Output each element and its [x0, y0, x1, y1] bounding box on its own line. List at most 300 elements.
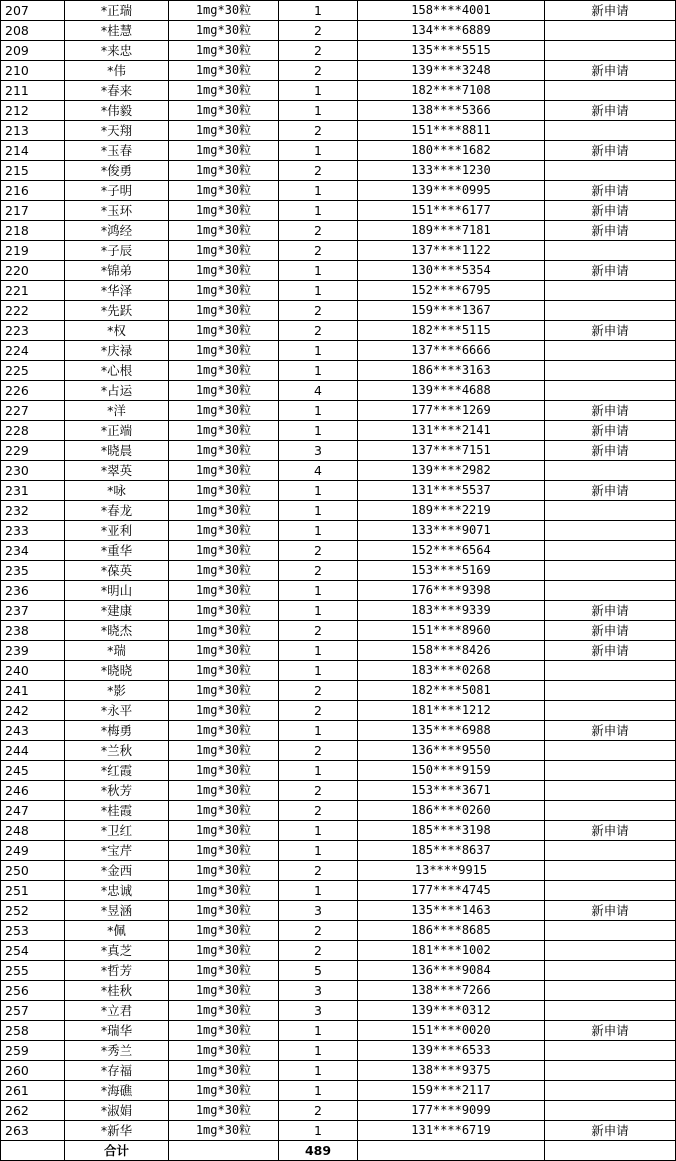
patient-name: *红霞 — [65, 761, 169, 781]
drug-spec: 1mg*30粒 — [169, 381, 279, 401]
application-note — [545, 681, 676, 701]
quantity: 1 — [279, 601, 358, 621]
application-note — [545, 81, 676, 101]
drug-spec: 1mg*30粒 — [169, 961, 279, 981]
phone-number: 186****8685 — [358, 921, 545, 941]
quantity: 2 — [279, 241, 358, 261]
table-row — [1, 321, 676, 341]
quantity: 3 — [279, 981, 358, 1001]
drug-spec: 1mg*30粒 — [169, 361, 279, 381]
table-row — [1, 1021, 676, 1041]
row-number: 237 — [1, 601, 65, 621]
quantity: 2 — [279, 801, 358, 821]
row-number: 214 — [1, 141, 65, 161]
application-note: 新申请 — [545, 1021, 676, 1041]
quantity: 2 — [279, 221, 358, 241]
table-row — [1, 541, 676, 561]
application-note: 新申请 — [545, 221, 676, 241]
drug-spec: 1mg*30粒 — [169, 201, 279, 221]
patient-name: *正端 — [65, 421, 169, 441]
application-note: 新申请 — [545, 601, 676, 621]
phone-number: 183****9339 — [358, 601, 545, 621]
table-row — [1, 461, 676, 481]
table-row — [1, 161, 676, 181]
application-note — [545, 341, 676, 361]
table-row — [1, 261, 676, 281]
phone-number: 182****5115 — [358, 321, 545, 341]
application-note — [545, 501, 676, 521]
phone-number: 177****4745 — [358, 881, 545, 901]
application-note: 新申请 — [545, 1121, 676, 1141]
row-number: 218 — [1, 221, 65, 241]
patient-name: *翠英 — [65, 461, 169, 481]
phone-number: 139****0312 — [358, 1001, 545, 1021]
row-number: 252 — [1, 901, 65, 921]
phone-number: 152****6795 — [358, 281, 545, 301]
drug-spec: 1mg*30粒 — [169, 541, 279, 561]
table-row — [1, 1, 676, 21]
phone-number: 185****3198 — [358, 821, 545, 841]
row-number: 261 — [1, 1081, 65, 1101]
table-row — [1, 441, 676, 461]
table-row — [1, 381, 676, 401]
quantity: 2 — [279, 1101, 358, 1121]
table-row — [1, 81, 676, 101]
drug-spec: 1mg*30粒 — [169, 641, 279, 661]
patient-name: *晓晓 — [65, 661, 169, 681]
table-row — [1, 1001, 676, 1021]
table-row — [1, 281, 676, 301]
patient-name: *伟毅 — [65, 101, 169, 121]
patient-name: *正瑞 — [65, 1, 169, 21]
quantity: 1 — [279, 81, 358, 101]
patient-name: *伟 — [65, 61, 169, 81]
quantity: 5 — [279, 961, 358, 981]
application-note — [545, 361, 676, 381]
drug-spec: 1mg*30粒 — [169, 661, 279, 681]
row-number: 213 — [1, 121, 65, 141]
phone-number: 180****1682 — [358, 141, 545, 161]
drug-spec: 1mg*30粒 — [169, 601, 279, 621]
phone-number: 133****9071 — [358, 521, 545, 541]
drug-spec: 1mg*30粒 — [169, 1101, 279, 1121]
phone-number: 177****1269 — [358, 401, 545, 421]
row-number: 225 — [1, 361, 65, 381]
phone-number: 189****2219 — [358, 501, 545, 521]
table-row — [1, 241, 676, 261]
application-note — [545, 541, 676, 561]
total-phone-cell — [358, 1141, 545, 1161]
patient-name: *晓晨 — [65, 441, 169, 461]
drug-spec: 1mg*30粒 — [169, 841, 279, 861]
patient-name: *忠诚 — [65, 881, 169, 901]
phone-number: 131****6719 — [358, 1121, 545, 1141]
drug-spec: 1mg*30粒 — [169, 441, 279, 461]
row-number: 219 — [1, 241, 65, 261]
row-number: 258 — [1, 1021, 65, 1041]
patient-name: *兰秋 — [65, 741, 169, 761]
application-note — [545, 561, 676, 581]
phone-number: 185****8637 — [358, 841, 545, 861]
quantity: 2 — [279, 781, 358, 801]
table-row — [1, 61, 676, 81]
drug-spec: 1mg*30粒 — [169, 881, 279, 901]
patient-name: *桂秋 — [65, 981, 169, 1001]
phone-number: 136****9550 — [358, 741, 545, 761]
phone-number: 153****5169 — [358, 561, 545, 581]
patient-name: *桂慧 — [65, 21, 169, 41]
patient-name: *海礁 — [65, 1081, 169, 1101]
row-number: 262 — [1, 1101, 65, 1121]
drug-spec: 1mg*30粒 — [169, 301, 279, 321]
row-number: 240 — [1, 661, 65, 681]
row-number: 222 — [1, 301, 65, 321]
patient-name: *子辰 — [65, 241, 169, 261]
table-row — [1, 481, 676, 501]
row-number: 263 — [1, 1121, 65, 1141]
application-note — [545, 781, 676, 801]
application-note — [545, 281, 676, 301]
application-note — [545, 581, 676, 601]
quantity: 2 — [279, 321, 358, 341]
phone-number: 159****1367 — [358, 301, 545, 321]
quantity: 1 — [279, 581, 358, 601]
total-no-cell — [1, 1141, 65, 1161]
row-number: 239 — [1, 641, 65, 661]
phone-number: 177****9099 — [358, 1101, 545, 1121]
table-row — [1, 721, 676, 741]
quantity: 1 — [279, 101, 358, 121]
patient-name: *占运 — [65, 381, 169, 401]
drug-spec: 1mg*30粒 — [169, 461, 279, 481]
phone-number: 134****6889 — [358, 21, 545, 41]
table-row — [1, 761, 676, 781]
phone-number: 135****5515 — [358, 41, 545, 61]
patient-name: *洋 — [65, 401, 169, 421]
table-row — [1, 741, 676, 761]
table-body — [1, 1, 676, 1141]
row-number: 229 — [1, 441, 65, 461]
row-number: 238 — [1, 621, 65, 641]
table-row — [1, 881, 676, 901]
drug-spec: 1mg*30粒 — [169, 621, 279, 641]
table-row — [1, 621, 676, 641]
application-note — [545, 1041, 676, 1061]
drug-spec: 1mg*30粒 — [169, 61, 279, 81]
patient-name: *桂霞 — [65, 801, 169, 821]
phone-number: 176****9398 — [358, 581, 545, 601]
drug-spec: 1mg*30粒 — [169, 221, 279, 241]
application-note — [545, 121, 676, 141]
phone-number: 158****8426 — [358, 641, 545, 661]
application-note — [545, 1001, 676, 1021]
application-note: 新申请 — [545, 441, 676, 461]
phone-number: 153****3671 — [358, 781, 545, 801]
quantity: 2 — [279, 61, 358, 81]
phone-number: 158****4001 — [358, 1, 545, 21]
patient-name: *永平 — [65, 701, 169, 721]
phone-number: 136****9084 — [358, 961, 545, 981]
phone-number: 182****5081 — [358, 681, 545, 701]
row-number: 245 — [1, 761, 65, 781]
quantity: 1 — [279, 261, 358, 281]
patient-name: *先跃 — [65, 301, 169, 321]
patient-name: *哲芳 — [65, 961, 169, 981]
table-row — [1, 141, 676, 161]
drug-spec: 1mg*30粒 — [169, 1121, 279, 1141]
patient-name: *玉春 — [65, 141, 169, 161]
drug-spec: 1mg*30粒 — [169, 401, 279, 421]
application-note: 新申请 — [545, 721, 676, 741]
phone-number: 139****2982 — [358, 461, 545, 481]
table-row — [1, 861, 676, 881]
quantity: 4 — [279, 461, 358, 481]
row-number: 232 — [1, 501, 65, 521]
drug-spec: 1mg*30粒 — [169, 1061, 279, 1081]
application-note — [545, 881, 676, 901]
phone-number: 186****3163 — [358, 361, 545, 381]
row-number: 231 — [1, 481, 65, 501]
patient-name: *昱涵 — [65, 901, 169, 921]
row-number: 233 — [1, 521, 65, 541]
drug-spec: 1mg*30粒 — [169, 501, 279, 521]
drug-spec: 1mg*30粒 — [169, 581, 279, 601]
drug-spec: 1mg*30粒 — [169, 681, 279, 701]
application-note: 新申请 — [545, 821, 676, 841]
phone-number: 137****6666 — [358, 341, 545, 361]
application-note — [545, 381, 676, 401]
row-number: 241 — [1, 681, 65, 701]
drug-spec: 1mg*30粒 — [169, 781, 279, 801]
quantity: 4 — [279, 381, 358, 401]
patient-name: *真芝 — [65, 941, 169, 961]
table-row — [1, 421, 676, 441]
row-number: 251 — [1, 881, 65, 901]
drug-spec: 1mg*30粒 — [169, 721, 279, 741]
quantity: 1 — [279, 181, 358, 201]
drug-spec: 1mg*30粒 — [169, 901, 279, 921]
drug-spec: 1mg*30粒 — [169, 521, 279, 541]
table-row — [1, 341, 676, 361]
application-note: 新申请 — [545, 321, 676, 341]
patient-name: *金西 — [65, 861, 169, 881]
phone-number: 139****3248 — [358, 61, 545, 81]
quantity: 1 — [279, 841, 358, 861]
phone-number: 130****5354 — [358, 261, 545, 281]
drug-spec: 1mg*30粒 — [169, 281, 279, 301]
table-row — [1, 221, 676, 241]
patient-name: *卫红 — [65, 821, 169, 841]
row-number: 257 — [1, 1001, 65, 1021]
row-number: 246 — [1, 781, 65, 801]
quantity: 1 — [279, 821, 358, 841]
patient-name: *鸿经 — [65, 221, 169, 241]
application-note: 新申请 — [545, 181, 676, 201]
table-row — [1, 121, 676, 141]
total-note-cell — [545, 1141, 676, 1161]
row-number: 253 — [1, 921, 65, 941]
row-number: 228 — [1, 421, 65, 441]
patient-name: *子明 — [65, 181, 169, 201]
patient-name: *淑娟 — [65, 1101, 169, 1121]
row-number: 248 — [1, 821, 65, 841]
patient-name: *葆英 — [65, 561, 169, 581]
table-row — [1, 1101, 676, 1121]
quantity: 3 — [279, 441, 358, 461]
drug-spec: 1mg*30粒 — [169, 861, 279, 881]
patient-name: *影 — [65, 681, 169, 701]
application-note — [545, 801, 676, 821]
drug-spec: 1mg*30粒 — [169, 1041, 279, 1061]
patient-name: *瑞 — [65, 641, 169, 661]
application-note — [545, 761, 676, 781]
row-number: 209 — [1, 41, 65, 61]
application-note — [545, 921, 676, 941]
table-row — [1, 1041, 676, 1061]
row-number: 254 — [1, 941, 65, 961]
quantity: 1 — [279, 1021, 358, 1041]
quantity: 1 — [279, 361, 358, 381]
table-row — [1, 361, 676, 381]
quantity: 1 — [279, 721, 358, 741]
row-number: 223 — [1, 321, 65, 341]
row-number: 207 — [1, 1, 65, 21]
quantity: 1 — [279, 141, 358, 161]
phone-number: 139****6533 — [358, 1041, 545, 1061]
patient-name: *宝芹 — [65, 841, 169, 861]
phone-number: 189****7181 — [358, 221, 545, 241]
table-row — [1, 1061, 676, 1081]
phone-number: 151****6177 — [358, 201, 545, 221]
patient-name: *天翔 — [65, 121, 169, 141]
table-row — [1, 301, 676, 321]
phone-number: 139****4688 — [358, 381, 545, 401]
table-row — [1, 201, 676, 221]
total-qty: 489 — [279, 1141, 358, 1161]
patient-name: *玉环 — [65, 201, 169, 221]
quantity: 1 — [279, 1041, 358, 1061]
table-row — [1, 601, 676, 621]
total-label: 合计 — [65, 1141, 169, 1161]
application-note: 新申请 — [545, 641, 676, 661]
quantity: 1 — [279, 521, 358, 541]
table-row — [1, 521, 676, 541]
table-row — [1, 581, 676, 601]
phone-number: 139****0995 — [358, 181, 545, 201]
row-number: 212 — [1, 101, 65, 121]
quantity: 2 — [279, 21, 358, 41]
quantity: 1 — [279, 281, 358, 301]
total-row — [1, 1141, 676, 1161]
row-number: 226 — [1, 381, 65, 401]
patient-name: *秀兰 — [65, 1041, 169, 1061]
drug-spec: 1mg*30粒 — [169, 1001, 279, 1021]
application-note — [545, 661, 676, 681]
drug-spec: 1mg*30粒 — [169, 21, 279, 41]
drug-spec: 1mg*30粒 — [169, 821, 279, 841]
application-note — [545, 241, 676, 261]
quantity: 1 — [279, 201, 358, 221]
row-number: 234 — [1, 541, 65, 561]
application-note — [545, 841, 676, 861]
quantity: 3 — [279, 901, 358, 921]
phone-number: 151****8811 — [358, 121, 545, 141]
patient-name: *俊勇 — [65, 161, 169, 181]
quantity: 1 — [279, 1081, 358, 1101]
drug-spec: 1mg*30粒 — [169, 561, 279, 581]
application-note — [545, 521, 676, 541]
application-note: 新申请 — [545, 261, 676, 281]
table-row — [1, 701, 676, 721]
row-number: 227 — [1, 401, 65, 421]
application-note: 新申请 — [545, 401, 676, 421]
drug-spec: 1mg*30粒 — [169, 941, 279, 961]
row-number: 250 — [1, 861, 65, 881]
phone-number: 181****1002 — [358, 941, 545, 961]
phone-number: 138****9375 — [358, 1061, 545, 1081]
quantity: 1 — [279, 401, 358, 421]
patient-name: *华泽 — [65, 281, 169, 301]
application-note — [545, 701, 676, 721]
patient-name: *佩 — [65, 921, 169, 941]
quantity: 1 — [279, 881, 358, 901]
phone-number: 138****7266 — [358, 981, 545, 1001]
drug-spec: 1mg*30粒 — [169, 121, 279, 141]
quantity: 1 — [279, 1061, 358, 1081]
row-number: 211 — [1, 81, 65, 101]
phone-number: 181****1212 — [358, 701, 545, 721]
application-note — [545, 961, 676, 981]
drug-spec: 1mg*30粒 — [169, 181, 279, 201]
row-number: 224 — [1, 341, 65, 361]
phone-number: 150****9159 — [358, 761, 545, 781]
patient-name: *立君 — [65, 1001, 169, 1021]
drug-spec: 1mg*30粒 — [169, 1081, 279, 1101]
quantity: 1 — [279, 481, 358, 501]
quantity: 2 — [279, 41, 358, 61]
table-row — [1, 961, 676, 981]
patient-name: *新华 — [65, 1121, 169, 1141]
patient-name: *秋芳 — [65, 781, 169, 801]
row-number: 217 — [1, 201, 65, 221]
table-row — [1, 821, 676, 841]
patient-name: *存福 — [65, 1061, 169, 1081]
quantity: 1 — [279, 501, 358, 521]
drug-spec: 1mg*30粒 — [169, 761, 279, 781]
drug-spec: 1mg*30粒 — [169, 41, 279, 61]
table-row — [1, 101, 676, 121]
patient-name: *亚利 — [65, 521, 169, 541]
application-note: 新申请 — [545, 481, 676, 501]
table-row — [1, 21, 676, 41]
row-number: 249 — [1, 841, 65, 861]
quantity: 2 — [279, 701, 358, 721]
application-note — [545, 461, 676, 481]
drug-spec: 1mg*30粒 — [169, 481, 279, 501]
patient-name: *来忠 — [65, 41, 169, 61]
table-row — [1, 941, 676, 961]
patient-name: *心根 — [65, 361, 169, 381]
quantity: 1 — [279, 761, 358, 781]
drug-spec: 1mg*30粒 — [169, 701, 279, 721]
quantity: 2 — [279, 541, 358, 561]
application-note — [545, 161, 676, 181]
phone-number: 135****1463 — [358, 901, 545, 921]
table-row — [1, 801, 676, 821]
application-note — [545, 861, 676, 881]
phone-number: 137****1122 — [358, 241, 545, 261]
phone-number: 13****9915 — [358, 861, 545, 881]
